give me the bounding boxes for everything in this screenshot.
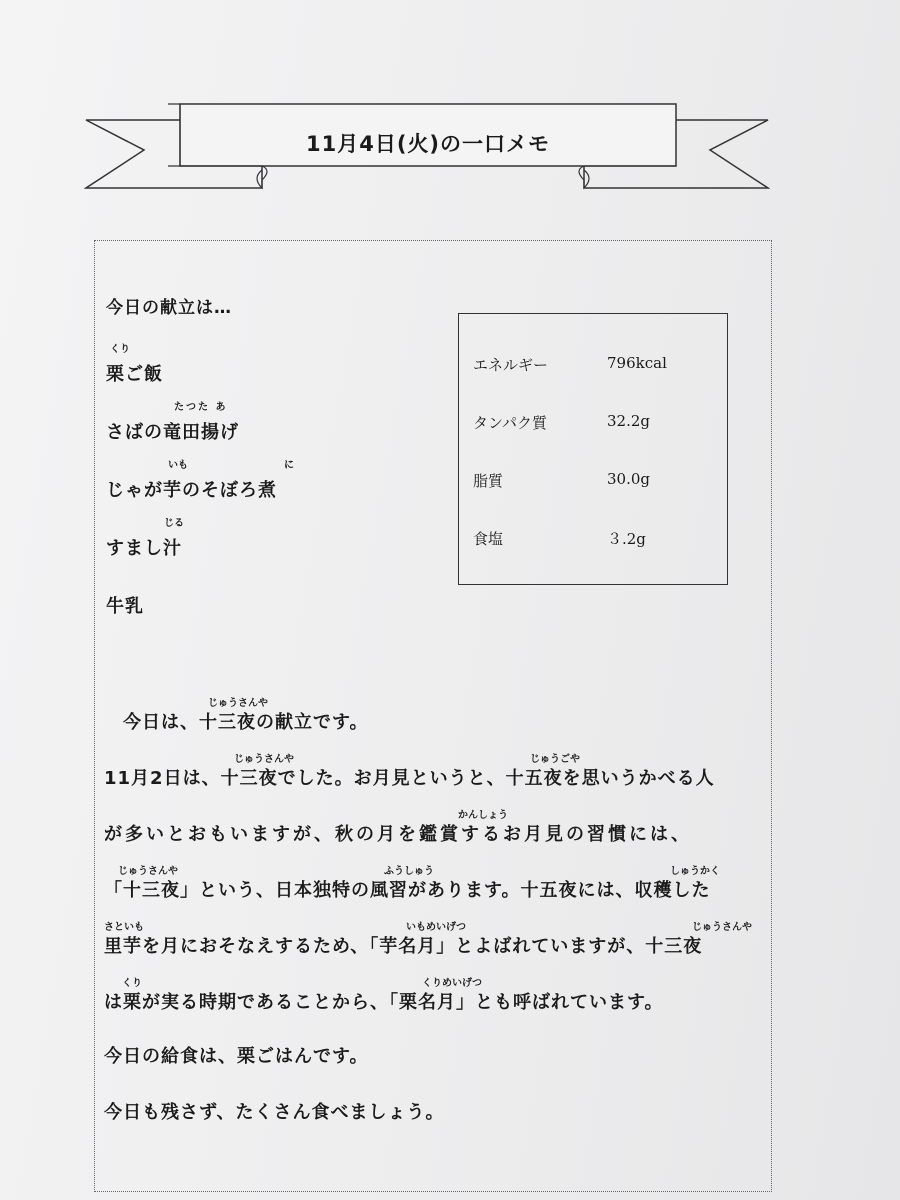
line-text: は栗が実る時期であることから、「栗名月」とも呼ばれています。 [104, 992, 664, 1013]
nutrition-value: ３.2g [607, 530, 646, 548]
nutrition-box [458, 313, 728, 585]
line-ruby: くり [122, 978, 142, 989]
dish-ruby: いも [168, 460, 188, 471]
nutrition-label: タンパク質 [473, 414, 547, 432]
dish-name: 牛乳 [106, 596, 144, 617]
line-ruby: じゅうさんや [234, 754, 294, 765]
dish-ruby: たつた あ [174, 402, 228, 413]
line-text: 里芋を月におそなえするため、「芋名月」とよばれていますが、十三夜 [104, 936, 703, 957]
dish-ruby: じる [164, 518, 184, 529]
line-ruby: いもめいげつ [406, 922, 466, 933]
nutrition-label: 脂質 [473, 472, 504, 490]
dish-ruby: くり [110, 344, 130, 355]
line-text: 今日の給食は、栗ごはんです。 [104, 1046, 369, 1067]
title-banner [84, 100, 770, 200]
dish-name: さばの竜田揚げ [106, 422, 239, 443]
line-ruby: さといも [104, 922, 144, 933]
nutrition-label: エネルギー [473, 356, 549, 374]
line-ruby: ふうしゅう [384, 866, 434, 877]
nutrition-value: 32.2g [607, 412, 651, 430]
line-text: 今日も残さず、たくさん食べましょう。 [104, 1102, 445, 1123]
dish-name: じゃが芋のそぼろ煮 [106, 480, 277, 501]
line-text: が多いとおもいますが、秋の月を鑑賞するお月見の習慣には、 [104, 824, 692, 845]
nutrition-value: 796kcal [607, 354, 667, 372]
line-ruby: くりめいげつ [422, 978, 482, 989]
line-ruby: しゅうかく [670, 866, 720, 877]
line-text: 11月2日は、十三夜でした。お月見というと、十五夜を思いうかべる人 [104, 768, 715, 789]
line-ruby: かんしょう [458, 810, 508, 821]
line-ruby: じゅうごや [530, 754, 580, 765]
line-text: 今日は、十三夜の献立です。 [104, 712, 369, 733]
dish-name: 栗ご飯 [106, 364, 163, 385]
line-text: 「十三夜」という、日本独特の風習があります。十五夜には、収穫した [104, 880, 711, 901]
dish-ruby: に [284, 460, 294, 471]
nutrition-label: 食塩 [473, 530, 504, 548]
nutrition-value: 30.0g [607, 470, 651, 488]
page-title: 11月4日(火)の一口メモ [305, 132, 551, 156]
menu-heading: 今日の献立は… [106, 298, 232, 318]
line-ruby: じゅうさんや [208, 698, 268, 709]
line-ruby: じゅうさんや [692, 922, 752, 933]
dish-name: すまし汁 [106, 538, 182, 559]
line-ruby: じゅうさんや [118, 866, 178, 877]
